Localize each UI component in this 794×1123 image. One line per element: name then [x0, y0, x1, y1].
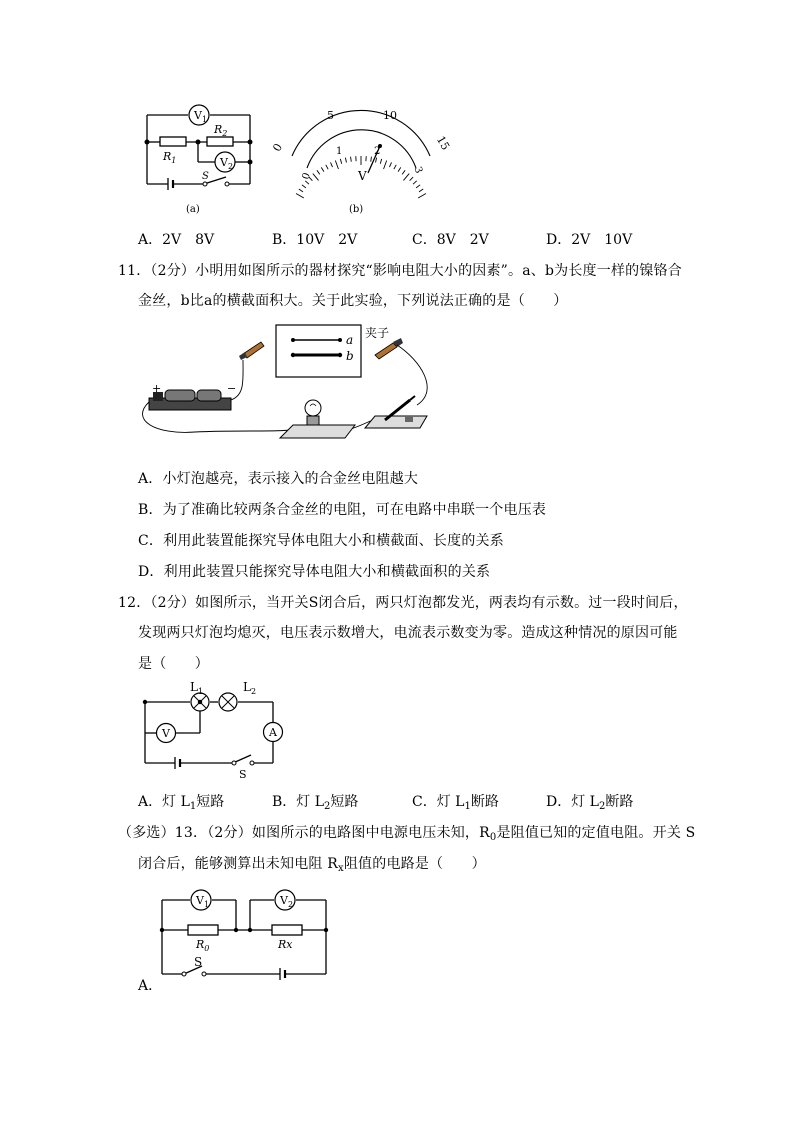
option-letter: A． [138, 794, 163, 810]
clip-label: 夹子 [365, 326, 390, 340]
q12-option-b[interactable] [272, 791, 358, 812]
wire-b-label: b [346, 349, 354, 363]
option-letter: B． [272, 232, 297, 248]
inner-tick-2: 2 [374, 146, 381, 157]
stem-text-end: 是阻值已知的定值电阻。开关 S [496, 825, 696, 841]
unit-label: V [358, 169, 367, 183]
v-label: V [162, 727, 170, 740]
option-letter: A． [138, 232, 163, 248]
option-subscript: 2 [598, 801, 606, 812]
option-letter: C． [412, 232, 437, 248]
l2-label: $L_2$ [243, 680, 257, 696]
dial-tick [340, 159, 341, 164]
dial-tick [376, 158, 377, 163]
option-text-end: 断路 [605, 794, 634, 810]
dial-tick [321, 167, 324, 171]
option-letter: D． [546, 794, 572, 810]
dial-tick [371, 157, 372, 162]
dial-tick [402, 170, 405, 174]
option-letter: C． [138, 533, 164, 549]
q11-figure-apparatus [135, 320, 445, 455]
v2-label: $V_2$ [220, 156, 234, 171]
option-letter: B． [272, 794, 297, 810]
option-text: 灯 L [436, 794, 465, 810]
option-text: 灯 L [571, 794, 599, 810]
stem-text: （多选）13．（2分）如图所示的电路图中电源电压未知，R [118, 825, 490, 841]
stem-text-end: 阻值的电路是（ ） [343, 856, 486, 872]
s-label: S [239, 768, 247, 781]
q13-option-a[interactable]: A． [138, 978, 163, 994]
wire-a-label: a [346, 333, 354, 347]
stem-text: 闭合后，能够测算出未知电阻 R [138, 856, 338, 872]
option-text: 灯 L [296, 794, 325, 810]
q10-option-c[interactable] [412, 229, 489, 249]
dial-tick [403, 174, 409, 181]
knife-switch-icon [365, 396, 427, 428]
s-label: S [194, 955, 203, 969]
inner-tick-3: 3 [411, 165, 425, 176]
r1-label: $R_1$ [163, 150, 177, 165]
q10-figure-b-voltmeter-dial [270, 100, 455, 220]
dial-tick [345, 158, 346, 163]
option-text: 利用此装置只能探究导体电阻大小和横截面积的关系 [163, 564, 491, 580]
inner-tick-1: 1 [336, 146, 343, 157]
dial-tick [313, 174, 319, 181]
option-text: 利用此装置能探究导体电阻大小和横截面、长度的关系 [163, 533, 504, 549]
dial-tick [317, 170, 320, 174]
q12-figure-circuit [135, 678, 295, 783]
option-text-end: 断路 [470, 794, 499, 810]
option-letter: D． [138, 564, 164, 580]
dial-tick [398, 167, 401, 171]
lamp-l2-icon [219, 693, 237, 711]
option-letter: D． [546, 232, 572, 248]
option-text: 为了准确比较两条合金丝的电阻，可在电路中串联一个电压表 [162, 502, 547, 518]
q11-option-b[interactable] [138, 499, 546, 519]
dial-tick [330, 162, 332, 167]
dial-tick [335, 161, 338, 169]
q11-option-c[interactable] [138, 530, 504, 550]
option-text-end: 短路 [196, 794, 225, 810]
q10-option-a[interactable] [138, 229, 214, 249]
dial-tick [299, 189, 303, 192]
dial-tick [419, 189, 423, 192]
a-label: A [269, 726, 277, 739]
battery-holder-icon [149, 390, 231, 410]
dial-tick [410, 177, 413, 181]
plus-label: + [152, 382, 162, 395]
option-text-end: 短路 [330, 794, 359, 810]
r2-label: $R_2$ [214, 123, 228, 138]
dial-tick [305, 181, 309, 184]
stem-subscript: 0 [489, 832, 497, 843]
minus-label: − [227, 382, 237, 395]
dial-tick [302, 185, 306, 188]
q10-option-d[interactable] [546, 229, 632, 249]
q13-stem-line1 [118, 822, 695, 843]
stem-subscript: x [338, 863, 344, 874]
q12-stem-line1: 12．（2分）如图所示，当开关S闭合后，两只灯泡都发光，两表均有示数。过一段时间后， [118, 595, 688, 611]
q12-option-c[interactable] [412, 791, 499, 812]
q11-stem-line2: 金丝，b比a的横截面积大。关于此实验，下列说法正确的是（ ） [138, 293, 568, 309]
caption-b: (b) [349, 204, 364, 215]
q11-stem-line1: 11．（2分）小明用如图所示的器材探究“影响电阻大小的因素”。a、b为长度一样的镍铬合 [118, 263, 682, 279]
v1-label: $V_1$ [196, 894, 210, 909]
option-letter: A． [138, 471, 163, 487]
outer-tick-10: 10 [383, 109, 397, 122]
alligator-clip-right-icon [375, 338, 403, 359]
option-letter: C． [412, 794, 437, 810]
dial-tick [394, 165, 396, 169]
dial-tick [296, 194, 304, 199]
outer-tick-15: 15 [433, 133, 453, 153]
option-text: 2V 10V [571, 232, 633, 248]
q12-option-d[interactable] [546, 791, 633, 812]
l1-label: $L_1$ [190, 680, 204, 696]
alligator-clip-left-icon [239, 342, 264, 360]
q12-stem-line2: 发现两只灯泡均熄灭，电压表示数增大，电流表示数变为零。造成这种情况的原因可能 [138, 625, 678, 641]
dial-tick [326, 165, 328, 169]
dial-tick [413, 181, 417, 184]
dial-tick [389, 162, 391, 167]
option-text: 8V 2V [436, 232, 489, 248]
q12-option-a[interactable] [138, 791, 224, 812]
option-text: 10V 2V [296, 232, 358, 248]
rx-label: Rx [278, 938, 293, 951]
dial-tick [384, 161, 387, 169]
dial-tick [416, 185, 420, 188]
q13-option-a-circuit [150, 882, 340, 982]
switch-label: S [202, 171, 209, 182]
q10-figure-a [130, 100, 270, 220]
q13-stem-line2 [138, 853, 486, 874]
v2-label: $V_2$ [280, 894, 294, 909]
dial-tick [351, 157, 352, 162]
option-subscript: 1 [189, 801, 197, 812]
option-subscript: 1 [464, 801, 471, 812]
dial-tick [380, 159, 381, 164]
v1-label: $V_1$ [194, 109, 208, 124]
option-subscript: 2 [324, 801, 331, 812]
option-letter: B． [138, 502, 163, 518]
option-text: 灯 L [162, 794, 190, 810]
caption-a: (a) [186, 204, 200, 215]
q11-option-a[interactable] [138, 468, 418, 488]
option-text: 小灯泡越亮，表示接入的合金丝电阻越大 [162, 471, 419, 487]
bulb-icon [280, 400, 355, 438]
dial-tick [418, 194, 426, 199]
q11-option-d[interactable] [138, 561, 490, 581]
outer-tick-0: 0 [270, 141, 286, 154]
r0-label: $R_0$ [196, 938, 210, 953]
option-text: 2V 8V [162, 232, 215, 248]
inner-tick-0: 0 [300, 171, 314, 182]
q12-stem-line3: 是（ ） [138, 656, 209, 672]
q10-option-b[interactable] [272, 229, 357, 249]
outer-tick-5: 5 [327, 109, 334, 122]
